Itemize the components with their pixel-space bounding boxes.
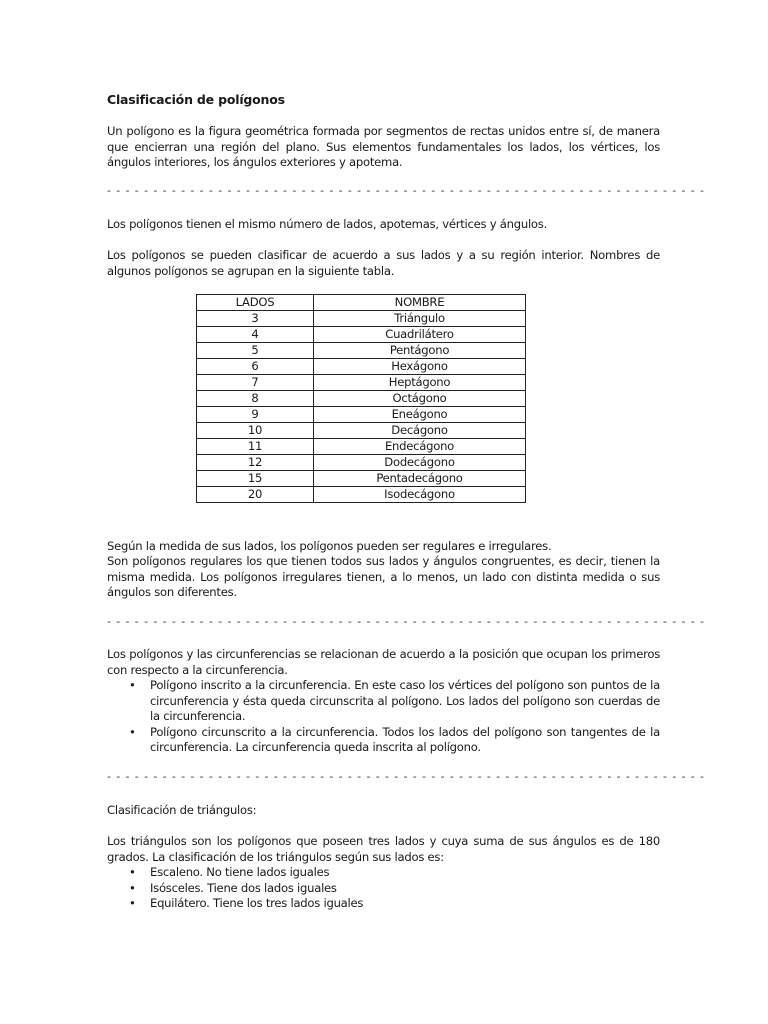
cell-lados: 9 bbox=[197, 407, 314, 423]
table-row bbox=[197, 391, 526, 407]
list-item bbox=[107, 896, 660, 912]
list-item bbox=[107, 725, 660, 756]
triangle-paragraph: Los triángulos son los polígonos que poseen tres lados y cuya suma de sus ángulos es de 180 grados. La clasificación de los triángulos según sus lados es: bbox=[107, 834, 660, 864]
cell-nombre: Hexágono bbox=[314, 359, 526, 375]
intro-paragraph: Un polígono es la figura geométrica formada por segmentos de rectas unidos entre sí, de manera que encierran una región del plano. Sus elementos fundamentales los lados, los vértices, los ángulos interiores, los ángulos exteriores y apotema. bbox=[107, 124, 660, 169]
list-item-text: Polígono circunscrito a la circunferencia. Todos los lados del polígono son tangentes de la circunferencia. La circunferencia queda inscrita al polígono. bbox=[150, 724, 660, 754]
cell-nombre: Octágono bbox=[314, 391, 526, 407]
separator-1: - - - - - - - - - - - - - - - - - - - - - - - - - - - - - - - - - - - - - - - - - - - - - - - - - - - - - - - - - - - - - - - - - bbox=[107, 184, 705, 197]
table-header-row bbox=[197, 295, 526, 311]
bullet-icon: • bbox=[129, 896, 136, 910]
circumference-list bbox=[107, 678, 660, 756]
list-item-text: Escaleno. No tiene lados iguales bbox=[150, 865, 330, 879]
bullet-icon: • bbox=[129, 880, 136, 895]
cell-lados: 4 bbox=[197, 327, 314, 343]
bullet-icon: • bbox=[129, 678, 136, 692]
table-row bbox=[197, 343, 526, 359]
regular-paragraph-1: Según la medida de sus lados, los polígonos pueden ser regulares e irregulares. bbox=[107, 539, 552, 553]
separator-3: - - - - - - - - - - - - - - - - - - - - - - - - - - - - - - - - - - - - - - - - - - - - - - - - - - - - - - - - - - - - - - - - - bbox=[107, 770, 705, 783]
table-row bbox=[197, 407, 526, 423]
list-item-text: Isósceles. Tiene dos lados iguales bbox=[150, 880, 337, 895]
cell-nombre: Isodecágono bbox=[314, 487, 526, 503]
regular-paragraph-2: Son polígonos regulares los que tienen todos sus lados y ángulos congruentes, es decir, tienen la misma medida. Los polígonos irregulares tienen, a lo menos, un lado con distinta medida o sus ángulos son diferentes. bbox=[107, 554, 660, 599]
table-row bbox=[197, 439, 526, 455]
cell-nombre: Triángulo bbox=[314, 311, 526, 327]
table-row bbox=[197, 311, 526, 327]
same-number-paragraph: Los polígonos tienen el mismo número de lados, apotemas, vértices y ángulos. bbox=[107, 217, 548, 231]
cell-lados: 3 bbox=[197, 311, 314, 327]
header-lados: LADOS bbox=[197, 295, 314, 311]
cell-lados: 10 bbox=[197, 423, 314, 439]
table-row bbox=[197, 327, 526, 343]
cell-lados: 8 bbox=[197, 391, 314, 407]
list-item bbox=[107, 678, 660, 725]
triangle-list bbox=[107, 865, 660, 912]
cell-nombre: Dodecágono bbox=[314, 455, 526, 471]
table-row bbox=[197, 359, 526, 375]
cell-lados: 11 bbox=[197, 439, 314, 455]
list-item bbox=[107, 865, 660, 881]
document-title: Clasificación de polígonos bbox=[107, 92, 285, 107]
cell-lados: 15 bbox=[197, 471, 314, 487]
bullet-icon: • bbox=[129, 865, 136, 879]
cell-lados: 7 bbox=[197, 375, 314, 391]
classify-paragraph: Los polígonos se pueden clasificar de acuerdo a sus lados y a su región interior. Nombres de algunos polígonos se agrupan en la siguiente tabla. bbox=[107, 248, 660, 278]
cell-nombre: Pentágono bbox=[314, 343, 526, 359]
list-item bbox=[107, 881, 660, 897]
table-row bbox=[197, 375, 526, 391]
table-row bbox=[197, 455, 526, 471]
cell-lados: 20 bbox=[197, 487, 314, 503]
polygon-table bbox=[196, 294, 526, 503]
cell-nombre: Pentadecágono bbox=[314, 471, 526, 487]
header-nombre: NOMBRE bbox=[314, 295, 526, 311]
circumference-paragraph: Los polígonos y las circunferencias se relacionan de acuerdo a la posición que ocupan los primeros con respecto a la circunferencia. bbox=[107, 647, 660, 677]
table-row bbox=[197, 487, 526, 503]
table-row bbox=[197, 471, 526, 487]
separator-2: - - - - - - - - - - - - - - - - - - - - - - - - - - - - - - - - - - - - - - - - - - - - - - - - - - - - - - - - - - - - - - - - - bbox=[107, 615, 705, 628]
cell-lados: 12 bbox=[197, 455, 314, 471]
table-row bbox=[197, 423, 526, 439]
cell-lados: 5 bbox=[197, 343, 314, 359]
cell-lados: 6 bbox=[197, 359, 314, 375]
cell-nombre: Decágono bbox=[314, 423, 526, 439]
cell-nombre: Endecágono bbox=[314, 439, 526, 455]
list-item-text: Polígono inscrito a la circunferencia. En este caso los vértices del polígono son puntos de la circunferencia y ésta queda circunscrita al polígono. Los lados del polígono son cuerdas de la circunferencia. bbox=[150, 678, 660, 723]
cell-nombre: Heptágono bbox=[314, 375, 526, 391]
bullet-icon: • bbox=[129, 724, 136, 739]
triangle-heading: Clasificación de triángulos: bbox=[107, 803, 257, 817]
cell-nombre: Eneágono bbox=[314, 407, 526, 423]
cell-nombre: Cuadrilátero bbox=[314, 327, 526, 343]
list-item-text: Equilátero. Tiene los tres lados iguales bbox=[150, 896, 364, 910]
